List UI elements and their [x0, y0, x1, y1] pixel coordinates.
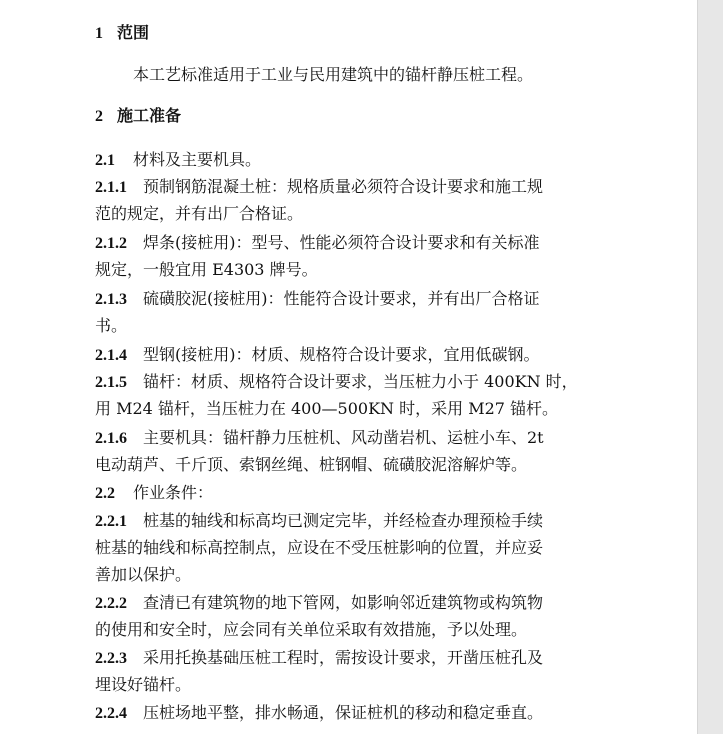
section-number: 2	[95, 108, 103, 125]
clause-text: 锚杆：材质、规格符合设计要求，当压桩力小于 400KN 时，	[143, 372, 578, 391]
clause-number: 2.1.2	[95, 235, 127, 252]
clause-text: 主要机具：锚杆静力压桩机、风动凿岩机、运桩小车、2t	[143, 428, 544, 447]
section-heading-1	[95, 23, 149, 45]
clause-2-2-2-line2: 的使用和安全时，应会同有关单位采取有效措施，予以处理。	[95, 620, 528, 639]
clause-2-1-2-line1	[95, 232, 540, 255]
subsection-number: 2.1	[95, 152, 115, 169]
clause-2-1-5-line2: 用 M24 锚杆，当压桩力在 400—500KN 时，采用 M27 锚杆。	[95, 399, 559, 418]
clause-2-1-3-line1	[95, 288, 540, 311]
clause-number: 2.2.1	[95, 513, 127, 530]
viewer-side-gutter	[697, 0, 723, 734]
section-heading-2	[95, 106, 181, 128]
clause-2-1-5-line1	[95, 371, 578, 394]
section-title: 施工准备	[117, 108, 182, 125]
clause-text: 硫磺胶泥(接桩用)：性能符合设计要求，并有出厂合格证	[143, 289, 540, 308]
clause-number: 2.1.5	[95, 374, 127, 391]
section-number: 1	[95, 25, 103, 42]
clause-number: 2.2.3	[95, 650, 127, 667]
clause-2-2-2-line1	[95, 592, 543, 615]
clause-text: 型钢(接桩用)：材质、规格符合设计要求，宜用低碳钢。	[143, 345, 540, 364]
clause-2-1-3-line2: 书。	[95, 316, 128, 335]
clause-number: 2.1.3	[95, 291, 127, 308]
subsection-text: 材料及主要机具。	[133, 150, 262, 169]
clause-number: 2.2.2	[95, 595, 127, 612]
paragraph: 本工艺标准适用于工业与民用建筑中的锚杆静压桩工程。	[133, 65, 534, 84]
clause-2-1-6-line1	[95, 427, 544, 450]
clause-2-1-2-line2: 规定，一般宜用 E4303 牌号。	[95, 260, 318, 279]
clause-text: 查清已有建筑物的地下管网，如影响邻近建筑物或构筑物	[143, 593, 544, 612]
clause-2-1-1-line1	[95, 176, 543, 199]
clause-number: 2.2.4	[95, 705, 127, 722]
subsection-2-1	[95, 149, 261, 172]
clause-2-1-4-line1	[95, 344, 540, 367]
clause-2-2-3-line2: 埋设好锚杆。	[95, 675, 192, 694]
clause-2-1-6-line2: 电动葫芦、千斤顶、索钢丝绳、桩钢帽、硫磺胶泥溶解炉等。	[95, 455, 528, 474]
clause-number: 2.1.1	[95, 179, 127, 196]
clause-number: 2.1.6	[95, 430, 127, 447]
subsection-number: 2.2	[95, 485, 115, 502]
subsection-text: 作业条件：	[133, 483, 214, 502]
clause-2-2-1-line3: 善加以保护。	[95, 565, 192, 584]
clause-text: 采用托换基础压桩工程时，需按设计要求，开凿压桩孔及	[143, 648, 544, 667]
clause-2-2-1-line1	[95, 510, 543, 533]
clause-2-2-3-line1	[95, 647, 543, 670]
clause-2-1-1-line2: 范的规定，并有出厂合格证。	[95, 204, 304, 223]
section-title: 范围	[117, 25, 150, 42]
subsection-2-2	[95, 482, 213, 505]
clause-text: 压桩场地平整，排水畅通，保证桩机的移动和稳定垂直。	[143, 703, 544, 722]
clause-text: 焊条(接桩用)：型号、性能必须符合设计要求和有关标准	[143, 233, 540, 252]
clause-2-2-4-line1	[95, 702, 543, 725]
clause-number: 2.1.4	[95, 347, 127, 364]
clause-2-2-1-line2: 桩基的轴线和标高控制点，应设在不受压桩影响的位置，并应妥	[95, 538, 544, 557]
clause-text: 桩基的轴线和标高均已测定完毕，并经检查办理预检手续	[143, 511, 544, 530]
clause-text: 预制钢筋混凝土桩：规格质量必须符合设计要求和施工规	[143, 177, 544, 196]
